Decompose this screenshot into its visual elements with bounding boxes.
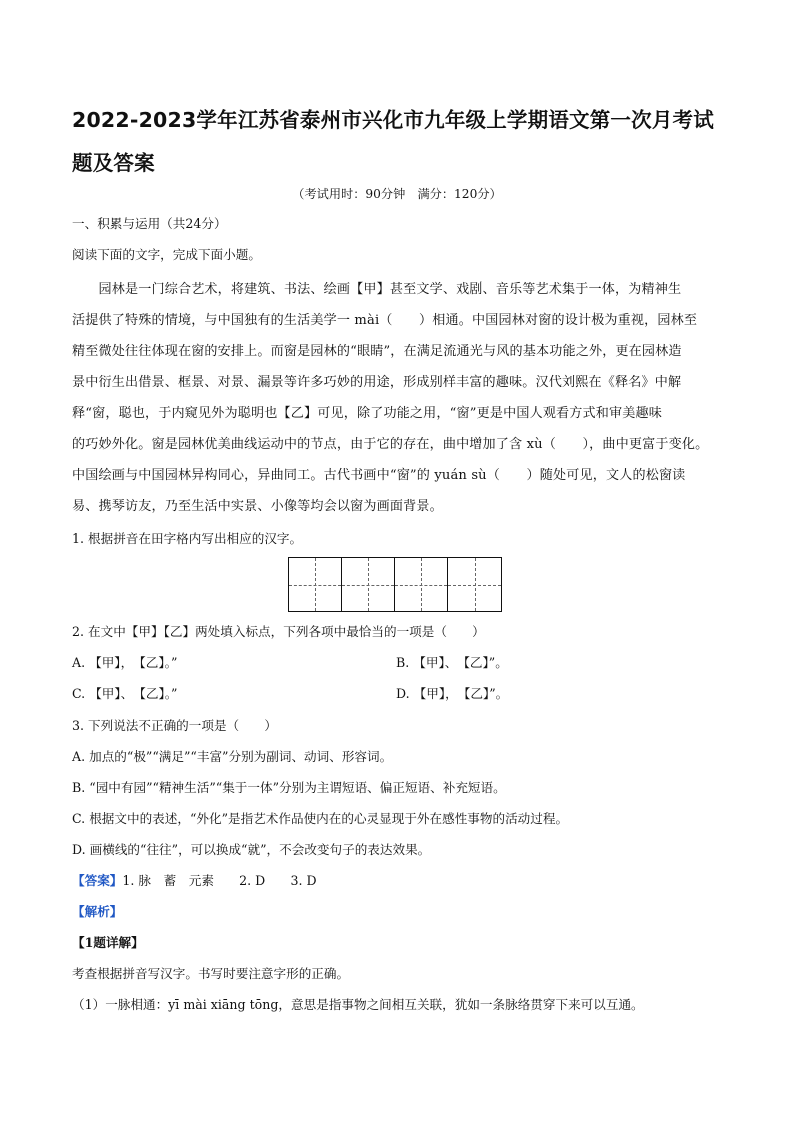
passage-line: 的巧妙外化。窗是园林优美曲线运动中的节点，由于它的存在，曲中增加了含 xù（ ），曲中更富于变化。 [72,437,709,452]
answer-line [72,871,317,891]
grid-cell[interactable] [342,558,395,611]
reading-instruction: 阅读下面的文字，完成下面小题。 [72,247,261,262]
question-3: 3. 下列说法不正确的一项是（ ） [72,718,277,733]
analysis-line: （1）一脉相通：yī mài xiāng tōng，意思是指事物之间相互关联，犹如一条脉络贯穿下来可以互通。 [72,997,644,1012]
question-1: 1. 根据拼音在田字格内写出相应的汉字。 [72,531,303,546]
q3-option-d: D. 画横线的“往往”，可以换成“就”，不会改变句子的表达效果。 [72,842,431,857]
passage-line: 活提供了特殊的情境，与中国独有的生活美学一 mài（ ）相通。中国园林对窗的设计极为重视，园林至 [72,313,698,328]
question-2: 2. 在文中【甲】【乙】两处填入标点，下列各项中最恰当的一项是（ ） [72,624,485,639]
q2-option-c: C. 【甲】、 【乙】。” [72,686,178,701]
exam-info: （考试用时：90分钟 满分：120分） [292,187,502,201]
q3-option-b: B. “园中有园”“精神生活”“集于一体”分别为主谓短语、偏正短语、补充短语。 [72,780,506,795]
q2-option-a: A. 【甲】， 【乙】。” [72,655,178,670]
passage-line: 中国绘画与中国园林异构同心，异曲同工。古代书画中“窗”的 yuán sù（ ）随处可见，文人的松窗读 [72,468,686,483]
passage-line: 易、携琴访友，乃至生活中实景、小像等均会以窗为画面背景。 [72,499,443,514]
analysis-sub-label: 【1题详解】 [72,935,144,950]
passage-line: 景中衍生出借景、框景、对景、漏景等许多巧妙的用途，形成别样丰富的趣味。汉代刘熙在《释名》中解 [72,375,682,390]
q2-option-b: B. 【甲】、 【乙】”。 [396,655,508,670]
grid-cell[interactable] [448,558,501,611]
doc-title-line-2: 题及答案 [72,151,155,175]
passage-line: 园林是一门综合艺术，将建筑、书法、绘画【甲】甚至文学、戏剧、音乐等艺术集于一体，为精神生 [72,282,682,297]
analysis-label: 【解析】 [72,904,123,919]
passage-line: 释“窗，聪也，于内窥见外为聪明也【乙】可见，除了功能之用，“窗”更是中国人观看方式和审美趣味 [72,406,663,421]
writing-grid[interactable] [288,557,502,612]
passage-line: 精至微处往往体现在窗的安排上。而窗是园林的“眼睛”，在满足流通光与风的基本功能之外，更在园林造 [72,344,682,359]
section-heading: 一、积累与运用（共24分） [72,216,227,231]
answer-text: 1. 脉 蓄 元素 2. D 3. D [122,873,317,888]
q3-option-c: C. 根据文中的表述，“外化”是指艺术作品使内在的心灵显现于外在感性事物的活动过程。 [72,811,569,826]
grid-cell[interactable] [395,558,448,611]
q2-option-d: D. 【甲】， 【乙】”。 [396,686,509,701]
analysis-line: 考查根据拼音写汉字。书写时要注意字形的正确。 [72,966,350,981]
grid-cell[interactable] [289,558,342,611]
q3-option-a: A. 加点的“极”“满足”“丰富”分别为副词、动词、形容词。 [72,749,393,764]
answer-label: 【答案】 [72,873,123,888]
doc-title-line-1: 2022-2023学年江苏省泰州市兴化市九年级上学期语文第一次月考试 [72,108,714,132]
